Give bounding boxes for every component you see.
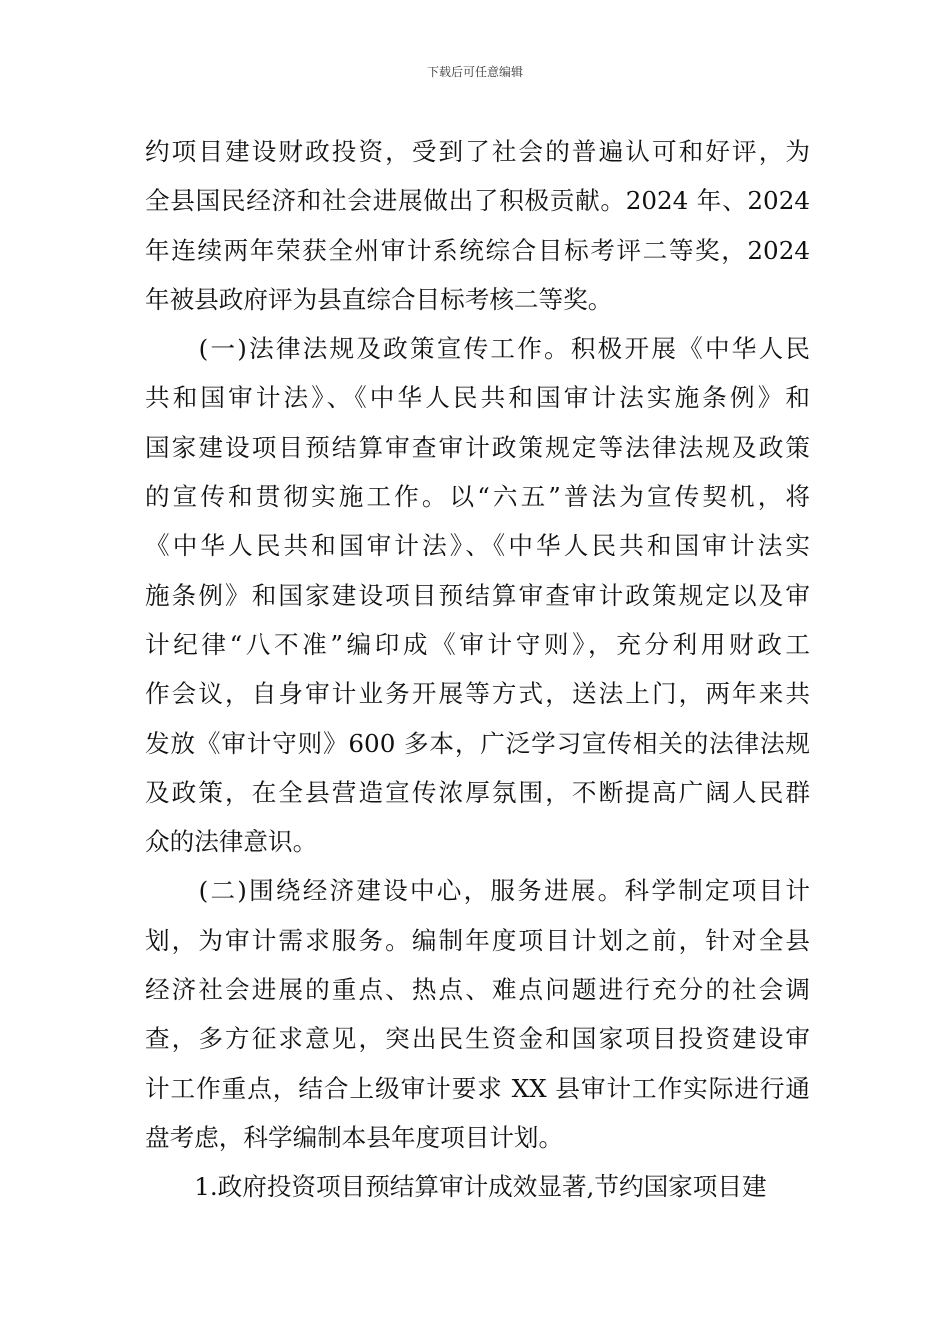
text-line: 作会议，自身审计业务开展等方式，送法上门，两年来共 [145,679,810,709]
text-line: 及政策，在全县营造宣传浓厚氛围，不断提高广阔人民群 [145,777,810,807]
text-line: 约项目建设财政投资，受到了社会的普遍认可和好评，为 [145,137,810,166]
text-line: 盘考虑，科学编制本县年度项目计划。 [145,1122,564,1152]
text-line: 施条例》和国家建设项目预结算审查审计政策规定以及审 [145,580,810,610]
body-text [145,127,810,1212]
text-line: 年被县政府评为县直综合目标考核二等奖。 [145,284,613,314]
text-line: 共和国审计法》、《中华人民共和国审计法实施条例》和 [145,383,810,413]
text-line: 划，为审计需求服务。编制年度项目计划之前，针对全县 [145,925,810,955]
text-line: 发放《审计守则》600 多本，广泛学习宣传相关的法律法规 [145,728,810,758]
text-line: 1.政府投资项目预结算审计成效显著,节约国家项目建 [145,1172,767,1202]
text-line: 国家建设项目预结算审查审计政策规定等法律法规及政策 [145,432,810,462]
text-line: (一)法律法规及政策宣传工作。积极开展《中华人民 [145,334,810,364]
text-line: 经济社会进展的重点、热点、难点问题进行充分的社会调 [145,975,810,1005]
text-line: (二)围绕经济建设中心，服务进展。科学制定项目计 [145,876,810,906]
text-line: 众的法律意识。 [145,827,318,857]
text-line: 的宣传和贯彻实施工作。以“六五”普法为宣传契机，将 [145,482,810,512]
page-header: 下载后可任意编辑 [426,65,523,79]
text-line: 全县国民经济和社会进展做出了积极贡献。2024 年、2024 [145,186,810,216]
text-line: 查，多方征求意见，突出民生资金和国家项目投资建设审 [145,1024,810,1054]
text-line: 《中华人民共和国审计法》、《中华人民共和国审计法实 [145,531,810,561]
text-line: 计工作重点，结合上级审计要求 XX 县审计工作实际进行通 [145,1073,810,1103]
text-line: 计纪律“八不准”编印成《审计守则》，充分利用财政工 [145,629,810,659]
text-line: 年连续两年荣获全州审计系统综合目标考评二等奖，2024 [145,235,810,265]
